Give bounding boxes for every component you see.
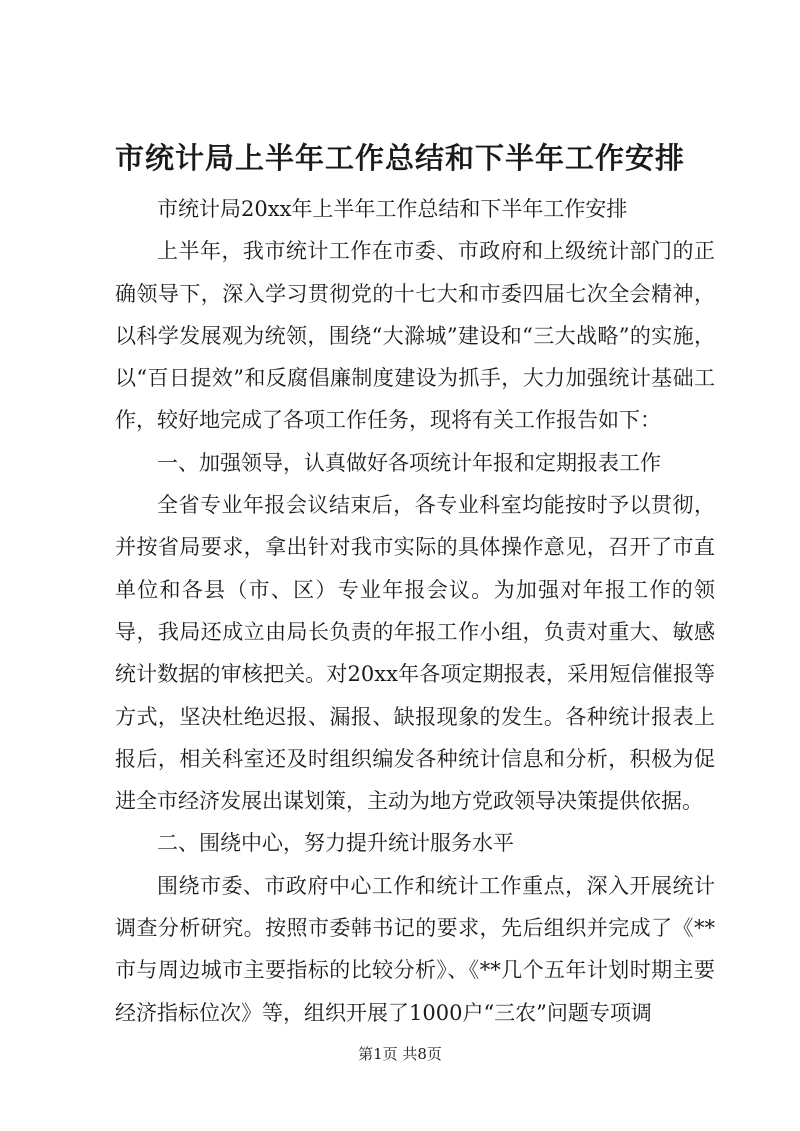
section-1-paragraph: 全省专业年报会议结束后，各专业科室均能按时予以贯彻，并按省局要求，拿出针对我市实际的具体操作意见，召开了市直单位和各县（市、区）专业年报会议。为加强对年报工作的领导，我局还成立由局长负责的年报工作小组，负责对重大、敏感统计数据的审核把关。对20xx年各项定期报表，采用短信催报等方式，坚决杜绝迟报、漏报、缺报现象的发生。各种统计报表上报后，相关科室还及时组织编发各种统计信息和分析，积极为促进全市经济发展出谋划策，主动为地方党政领导决策提供依据。 bbox=[115, 493, 715, 814]
document-title: 市统计局上半年工作总结和下半年工作安排 bbox=[114, 141, 685, 175]
subtitle-paragraph: 市统计局20xx年上半年工作总结和下半年工作安排 bbox=[157, 197, 628, 221]
page-number-footer: 第1页 共8页 bbox=[358, 1045, 442, 1063]
document-body bbox=[115, 188, 715, 1034]
section-2-paragraph: 围绕市委、市政府中心工作和统计工作重点，深入开展统计调查分析研究。按照市委韩书记的要求，先后组织并完成了《**市与周边城市主要指标的比较分析》、《**几个五年计划时期主要经济指标位次》等，组织开展了1000户“三农”问题专项调 bbox=[115, 873, 715, 1025]
intro-paragraph: 上半年，我市统计工作在市委、市政府和上级统计部门的正确领导下，深入学习贯彻党的十七大和市委四届七次全会精神，以科学发展观为统领，围绕“大滁城”建设和“三大战略”的实施，以“百日提效”和反腐倡廉制度建设为抓手，大力加强统计基础工作，较好地完成了各项工作任务，现将有关工作报告如下： bbox=[115, 239, 715, 433]
section-heading-1: 一、加强领导，认真做好各项统计年报和定期报表工作 bbox=[157, 450, 661, 475]
section-heading-2: 二、围绕中心，努力提升统计服务水平 bbox=[157, 831, 514, 856]
